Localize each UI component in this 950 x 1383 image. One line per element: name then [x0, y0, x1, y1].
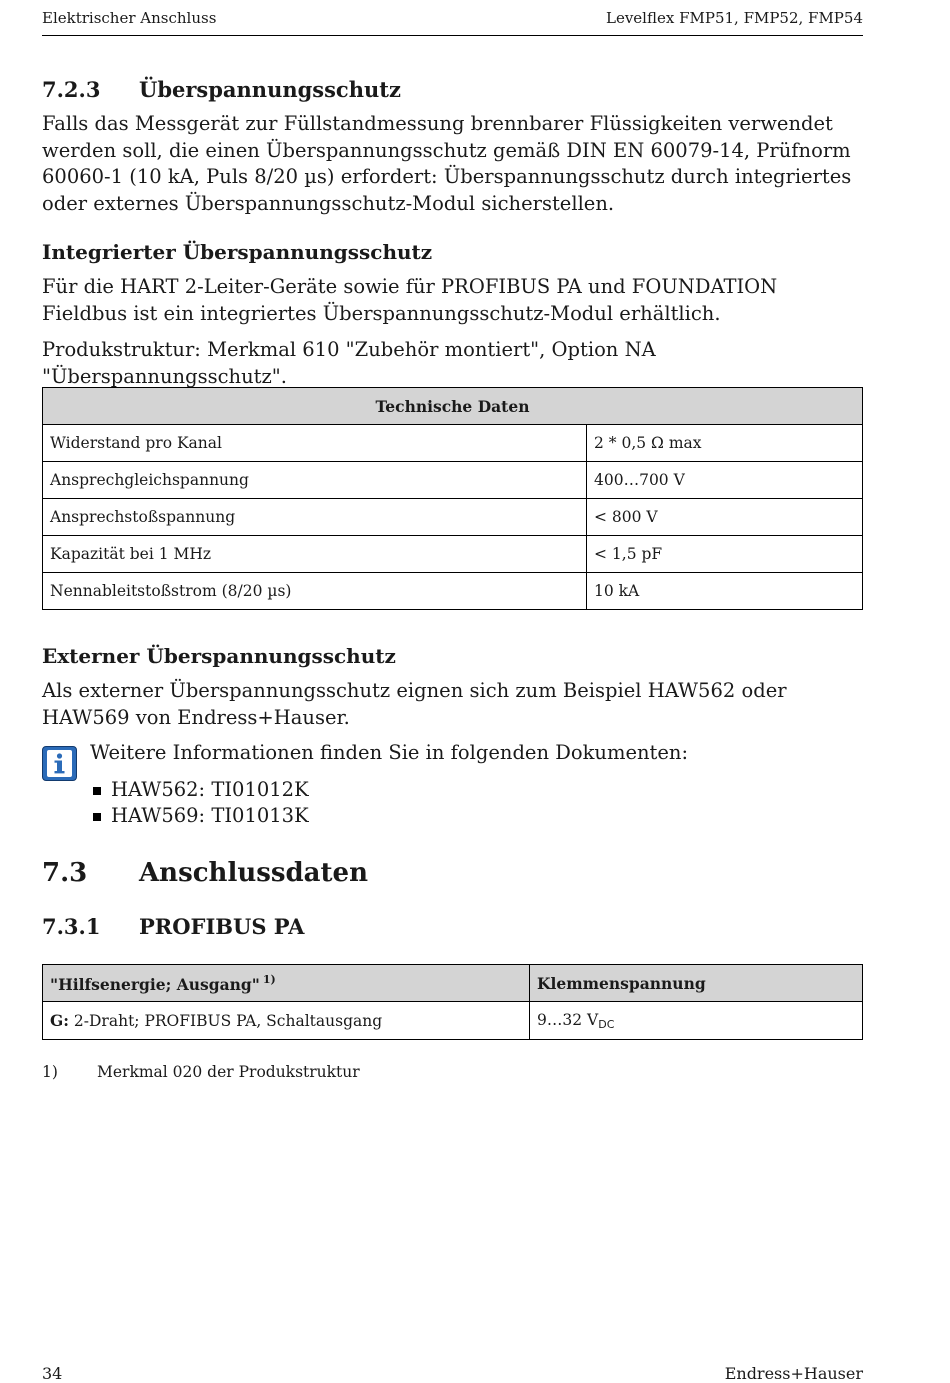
table-cell-label: Ansprechstoßspannung — [43, 499, 587, 536]
table-cell-label — [43, 1002, 530, 1040]
table-row — [43, 462, 863, 499]
voltage-value: 9…32 V — [537, 1010, 599, 1029]
footnote-mark: 1) — [42, 1063, 58, 1081]
table-cell-label: Kapazität bei 1 MHz — [43, 536, 587, 573]
connection-data-table — [42, 964, 863, 1040]
table-cell-label: Ansprechgleichspannung — [43, 462, 587, 499]
option-code: G: — [50, 1011, 69, 1030]
document-list — [90, 777, 688, 830]
heading-integrated-protection: Integrierter Überspannungsschutz — [42, 240, 433, 264]
intro-paragraph: Falls das Messgerät zur Füllstandmessung brennbarer Flüssigkeiten verwendet werden soll, die einen Überspannungsschutz gemäß DIN EN 60079-14, Prüfnorm 60060-1 (10 kA, Puls 8/20 µs) erfordert: Überspannungsschutz durch integriertes oder externes Überspannungsschutz-Modul sicherstellen. — [42, 112, 852, 215]
table-row — [43, 573, 863, 610]
table-header-row — [43, 388, 863, 425]
page-number: 34 — [42, 1364, 63, 1383]
table-cell-label: Widerstand pro Kanal — [43, 425, 587, 462]
table-header-cell: Technische Daten — [43, 388, 863, 425]
table-cell-value: < 800 V — [587, 499, 863, 536]
footnote — [42, 1063, 360, 1081]
heading-number: 7.3.1 — [42, 914, 101, 939]
running-header — [42, 7, 863, 36]
table-header-cell: Klemmenspannung — [530, 965, 863, 1002]
table-row — [43, 1002, 863, 1040]
bullet-icon — [93, 787, 101, 795]
integrated-paragraph: Für die HART 2-Leiter-Geräte sowie für PROFIBUS PA und FOUNDATION Fieldbus ist ein integriertes Überspannungsschutz-Modul erhältlich. — [42, 275, 778, 325]
heading-number: 7.2.3 — [42, 77, 101, 102]
info-icon — [42, 746, 77, 781]
heading-title: Überspannungsschutz — [139, 77, 401, 102]
table-row — [43, 499, 863, 536]
info-text: Weitere Informationen finden Sie in folgenden Dokumenten: — [90, 741, 689, 764]
product-structure-paragraph: Produkstruktur: Merkmal 610 "Zubehör montiert", Option NA "Überspannungsschutz". — [42, 338, 656, 388]
heading-7-3 — [42, 858, 368, 888]
table-cell-label: Nennableitstoßstrom (8/20 µs) — [43, 573, 587, 610]
external-paragraph: Als externer Überspannungsschutz eignen sich zum Beispiel HAW562 oder HAW569 von Endress+Hauser. — [42, 679, 787, 729]
heading-7-2-3 — [42, 77, 401, 102]
list-item-text: HAW562: TI01012K — [111, 777, 309, 801]
header-section-name: Elektrischer Anschluss — [42, 9, 217, 27]
header-text: "Hilfsenergie; Ausgang" — [50, 974, 260, 994]
heading-title: Anschlussdaten — [139, 858, 368, 888]
list-item — [90, 777, 688, 804]
table-cell-value: < 1,5 pF — [587, 536, 863, 573]
info-block — [90, 740, 688, 830]
list-item-text: HAW569: TI01013K — [111, 804, 309, 827]
info-glyph — [43, 747, 76, 780]
technical-data-table — [42, 387, 863, 610]
bullet-icon — [93, 813, 101, 821]
table-row — [43, 425, 863, 462]
table-row — [43, 536, 863, 573]
list-item — [90, 803, 688, 830]
footnote-text: Merkmal 020 der Produkstruktur — [97, 1063, 360, 1081]
heading-external-protection: Externer Überspannungsschutz — [42, 644, 396, 668]
heading-number: 7.3 — [42, 858, 88, 888]
table-header-row — [43, 965, 863, 1002]
header-product-name: Levelflex FMP51, FMP52, FMP54 — [605, 9, 863, 27]
voltage-unit-subscript: DC — [598, 1017, 615, 1031]
brand-name: Endress+Hauser — [724, 1364, 863, 1383]
option-description: 2-Draht; PROFIBUS PA, Schaltausgang — [73, 1012, 383, 1030]
table-cell-value: 400…700 V — [587, 462, 863, 499]
heading-title: PROFIBUS PA — [139, 914, 305, 939]
table-cell-value: 10 kA — [587, 573, 863, 610]
table-cell-value — [530, 1002, 863, 1040]
table-header-cell — [43, 965, 530, 1002]
table-cell-value: 2 * 0,5 Ω max — [587, 425, 863, 462]
heading-7-3-1 — [42, 914, 304, 939]
footnote-reference: 1) — [262, 972, 276, 986]
